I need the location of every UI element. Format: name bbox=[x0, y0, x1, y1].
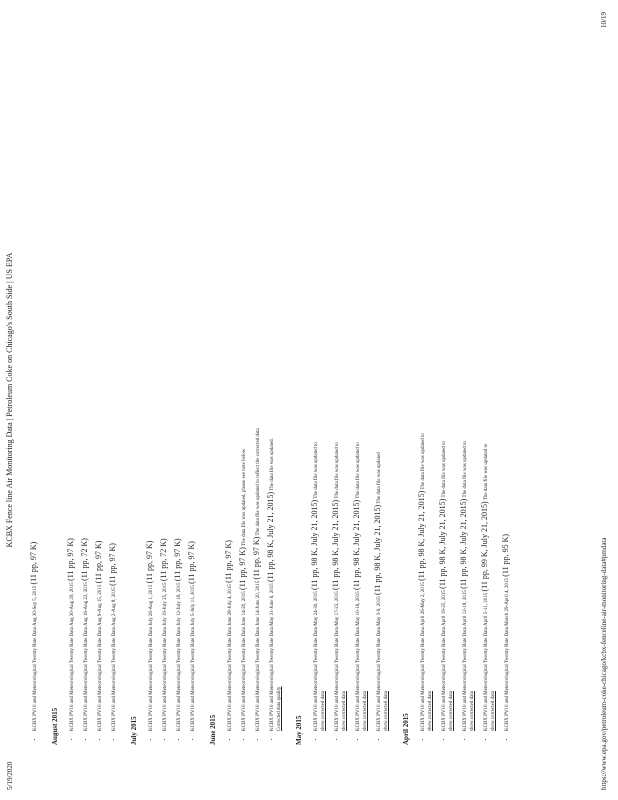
file-size-meta: (11 pp, 97 K) bbox=[145, 540, 154, 584]
list-item bbox=[81, 45, 90, 731]
file-list bbox=[67, 45, 118, 745]
file-size-meta: (11 pp, 97 K) bbox=[108, 543, 117, 586]
page-url[interactable]: https://www.epa.gov/petroleum-coke-chicago/kcbx-fenceline-air-monitoring-data#pmdata bbox=[600, 537, 608, 790]
data-file-link[interactable]: KCBX PV10 and Meteorological Twenty Rate Data May 10-16, 2015 bbox=[356, 591, 361, 731]
list-item bbox=[188, 45, 197, 731]
update-note: The data file was updated to bbox=[356, 442, 361, 499]
file-size-meta: (11 pp, 98 K, July 21, 2015) bbox=[459, 498, 468, 589]
file-list bbox=[418, 45, 511, 745]
list-item bbox=[30, 45, 39, 731]
data-file-link[interactable]: KCBX PV10 and Meteorological Twenty Rate Data July 26-Aug 1, 2015 bbox=[149, 584, 154, 731]
file-size-meta: (11 pp, 97 K) bbox=[187, 541, 196, 584]
data-file-link[interactable]: KCBX PV10 and Meteorological Twenty Rate Data June 14-June 20, 2015 bbox=[256, 580, 261, 731]
section-heading: August 2015 bbox=[51, 707, 59, 745]
file-size-meta: (11 pp, 72 K) bbox=[159, 538, 168, 582]
file-size-meta: (11 pp, 97 K) bbox=[29, 541, 38, 585]
data-file-link[interactable]: KCBX PV10 and Meteorological Twenty Rate Data Aug 30-Sep 5, 2015 bbox=[33, 585, 38, 731]
list-item bbox=[174, 45, 183, 731]
corrected-data-link[interactable]: show corrected data bbox=[342, 691, 347, 731]
update-note: The data file was updated to bbox=[421, 433, 426, 490]
list-item bbox=[502, 45, 511, 731]
file-size-meta: (11 pp, 98 K, July 21, 2015) bbox=[417, 490, 426, 581]
data-file-link[interactable]: KCBX PV10 and Meteorological Twenty Rate Data June 14-20, 2015 bbox=[242, 591, 247, 731]
corrected-data-link[interactable]: show corrected data bbox=[470, 691, 475, 731]
file-size-meta: (11 pp, 72 K) bbox=[80, 538, 89, 581]
corrected-data-link[interactable]: show corrected data bbox=[449, 691, 454, 731]
corrected-data-link[interactable]: show corrected data bbox=[428, 691, 433, 731]
list-item bbox=[239, 45, 248, 731]
file-size-meta: (11 pp, 97 K) bbox=[252, 536, 261, 580]
list-item bbox=[481, 45, 497, 731]
list-item bbox=[353, 45, 369, 731]
file-size-meta: (11 pp, 98 K, July 21, 2015) bbox=[266, 491, 275, 583]
file-size-meta: (11 pp, 95 K) bbox=[501, 533, 510, 577]
file-size-meta: (11 pp, 98 K, July 21, 2015) bbox=[310, 499, 319, 590]
update-note: The data file was updated to bbox=[463, 440, 468, 498]
data-file-link[interactable]: KCBX PV10 and Meteorological Twenty Rate Data April 5-11, 2015 bbox=[484, 592, 489, 731]
section-heading: July 2015 bbox=[130, 716, 138, 745]
list-item bbox=[418, 45, 434, 731]
corrected-data-link[interactable]: Corrected data quality bbox=[277, 686, 282, 731]
page-number: 10/19 bbox=[600, 12, 608, 28]
list-item bbox=[460, 45, 476, 731]
update-note: The data file was updated to bbox=[484, 443, 489, 501]
corrected-data-link[interactable]: show corrected data bbox=[321, 691, 326, 731]
print-date: 5/19/2020 bbox=[6, 761, 14, 790]
data-file-link[interactable]: KCBX PV10 and Meteorological Twenty Rate Data March 29-April 4, 2015 bbox=[505, 577, 510, 731]
update-note: The data file was updated to bbox=[442, 440, 447, 498]
data-file-link[interactable]: KCBX PV10 and Meteorological Twenty Rate Data Aug 30-Aug 29, 2015 bbox=[70, 582, 75, 731]
list-item bbox=[267, 45, 283, 731]
data-file-link[interactable]: KCBX PV10 and Meteorological Twenty Rate Data May 31-June 6, 2015 bbox=[270, 583, 275, 731]
data-file-link[interactable]: KCBX PV10 and Meteorological Twenty Rate Data July 12-July 18, 2015 bbox=[177, 582, 182, 731]
file-size-meta: (11 pp, 97 K) bbox=[238, 547, 247, 590]
file-list bbox=[225, 45, 283, 745]
file-size-meta: (11 pp, 97 K) bbox=[94, 540, 103, 584]
file-size-meta: (11 pp, 98 K, July 21, 2015) bbox=[438, 498, 447, 589]
list-item bbox=[146, 45, 155, 731]
list-item bbox=[253, 45, 262, 731]
list-item bbox=[439, 45, 455, 731]
update-note: The data file was updated. bbox=[270, 438, 275, 491]
data-file-link[interactable]: KCBX PV10 and Meteorological Twenty Rate Data Aug 9-Aug 15, 2015 bbox=[98, 584, 103, 731]
file-list bbox=[311, 45, 390, 745]
data-file-link[interactable]: KCBX PV10 and Meteorological Twenty Rate Data May 24-30, 2015 bbox=[314, 591, 319, 731]
update-note: The data file was updated bbox=[377, 452, 382, 504]
list-item bbox=[160, 45, 169, 731]
corrected-data-link[interactable]: show corrected data bbox=[363, 691, 368, 731]
document-body bbox=[30, 45, 516, 745]
section-heading: April 2015 bbox=[402, 713, 410, 745]
list-item bbox=[374, 45, 390, 731]
page-title: KCBX Fence line Air Monitoring Data | Petroleum Coke on Chicago's South Side | US EPA bbox=[5, 252, 14, 548]
update-note: The data file was updated, please see note below bbox=[242, 448, 247, 546]
data-file-link[interactable]: KCBX PV10 and Meteorological Twenty Rate Data Aug 2-Aug 8, 2015 bbox=[112, 587, 117, 731]
file-list bbox=[30, 45, 39, 745]
corrected-data-link[interactable]: show corrected data bbox=[491, 691, 496, 731]
data-file-link[interactable]: KCBX PV10 and Meteorological Twenty Rate Data July 19-July 25, 2015 bbox=[163, 582, 168, 731]
list-item bbox=[332, 45, 348, 731]
section-heading: June 2015 bbox=[209, 714, 217, 745]
update-note: The data file was updated to reflect the corrected data bbox=[256, 428, 261, 536]
section-heading: May 2015 bbox=[295, 715, 303, 745]
data-file-link[interactable]: KCBX PV10 and Meteorological Twenty Rate Data Aug 16-Aug 22, 2015 bbox=[84, 582, 89, 731]
file-size-meta: (11 pp, 97 K) bbox=[173, 538, 182, 582]
update-note: The data file was updated to bbox=[335, 442, 340, 499]
update-note: The data file was updated to bbox=[314, 442, 319, 499]
file-size-meta: (11 pp, 99 K, July 21, 2015) bbox=[480, 501, 489, 592]
data-file-link[interactable]: KCBX PV10 and Meteorological Twenty Rate Data April 19-25, 2015 bbox=[442, 590, 447, 731]
list-item bbox=[225, 45, 234, 731]
file-size-meta: (11 pp, 97 K) bbox=[66, 538, 75, 581]
data-file-link[interactable]: KCBX PV10 and Meteorological Twenty Rate Data April 12-18, 2015 bbox=[463, 590, 468, 731]
list-item bbox=[67, 45, 76, 731]
file-size-meta: (11 pp, 97 K) bbox=[224, 540, 233, 583]
data-file-link[interactable]: KCBX PV10 and Meteorological Twenty Rate Data July 5-July 11, 2015 bbox=[191, 585, 196, 731]
data-file-link[interactable]: KCBX PV10 and Meteorological Twenty Rate Data May 3-9, 2015 bbox=[377, 596, 382, 731]
data-file-link[interactable]: KCBX PV10 and Meteorological Twenty Rate Data May 17-23, 2015 bbox=[335, 591, 340, 731]
file-size-meta: (11 pp, 98 K, July 21, 2015) bbox=[352, 499, 361, 590]
file-size-meta: (11 pp, 98 K, July 21, 2015) bbox=[331, 499, 340, 590]
data-file-link[interactable]: KCBX PV10 and Meteorological Twenty Rate Data June 28-July 4, 2015 bbox=[228, 584, 233, 731]
file-size-meta: (11 pp, 98 K, July 21, 2015) bbox=[373, 504, 382, 595]
file-list bbox=[146, 45, 197, 745]
list-item bbox=[109, 45, 118, 731]
list-item bbox=[311, 45, 327, 731]
data-file-link[interactable]: KCBX PV10 and Meteorological Twenty Rate Data April 26-May 2, 2015 bbox=[421, 582, 426, 731]
corrected-data-link[interactable]: show corrected data bbox=[384, 691, 389, 731]
list-item bbox=[95, 45, 104, 731]
